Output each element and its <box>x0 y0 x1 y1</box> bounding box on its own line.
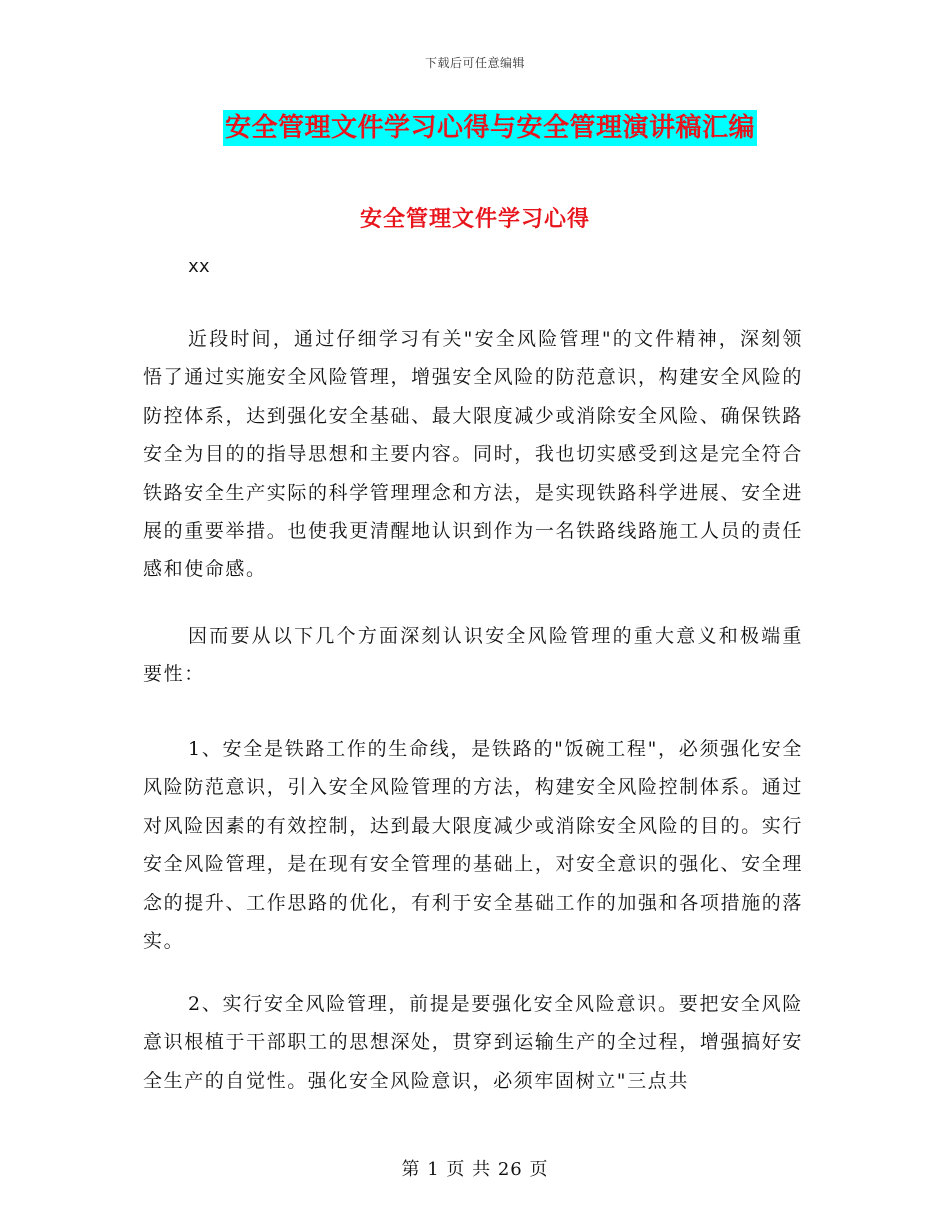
main-title-container <box>0 110 950 146</box>
paragraph-point-1: 1、安全是铁路工作的生命线，是铁路的"饭碗工程"，必须强化安全风险防范意识，引入安全风险管理的方法，构建安全风险控制体系。通过对风险因素的有效控制，达到最大限度减少或消除安全风险的目的。实行安全风险管理，是在现有安全管理的基础上，对安全意识的强化、安全理念的提升、工作思路的优化，有利于安全基础工作的加强和各项措施的落实。 <box>143 738 803 953</box>
main-title: 安全管理文件学习心得与安全管理演讲稿汇编 <box>223 110 757 146</box>
paragraph-significance: 因而要从以下几个方面深刻认识安全风险管理的重大意义和极端重要性： <box>143 625 803 686</box>
section-title: 安全管理文件学习心得 <box>359 206 590 232</box>
header-note: 下载后可任意编辑 <box>424 56 525 70</box>
author-name: xx <box>188 256 210 277</box>
paragraph-point-2: 2、实行安全风险管理，前提是要强化安全风险意识。要把安全风险意识根植于干部职工的思想深处，贯穿到运输生产的全过程，增强搞好安全生产的自觉性。强化安全风险意识，必须牢固树立"三点共 <box>143 993 803 1092</box>
paragraph-intro: 近段时间，通过仔细学习有关"安全风险管理"的文件精神，深刻领悟了通过实施安全风险管理，增强安全风险的防范意识，构建安全风险的防控体系，达到强化安全基础、最大限度减少或消除安全风险、确保铁路安全为目的的指导思想和主要内容。同时，我也切实感受到这是完全符合铁路安全生产实际的科学管理理念和方法，是实现铁路科学进展、安全进展的重要举措。也使我更清醒地认识到作为一名铁路线路施工人员的责任感和使命感。 <box>143 328 803 581</box>
page-footer: 第 1 页 共 26 页 <box>401 1159 549 1180</box>
